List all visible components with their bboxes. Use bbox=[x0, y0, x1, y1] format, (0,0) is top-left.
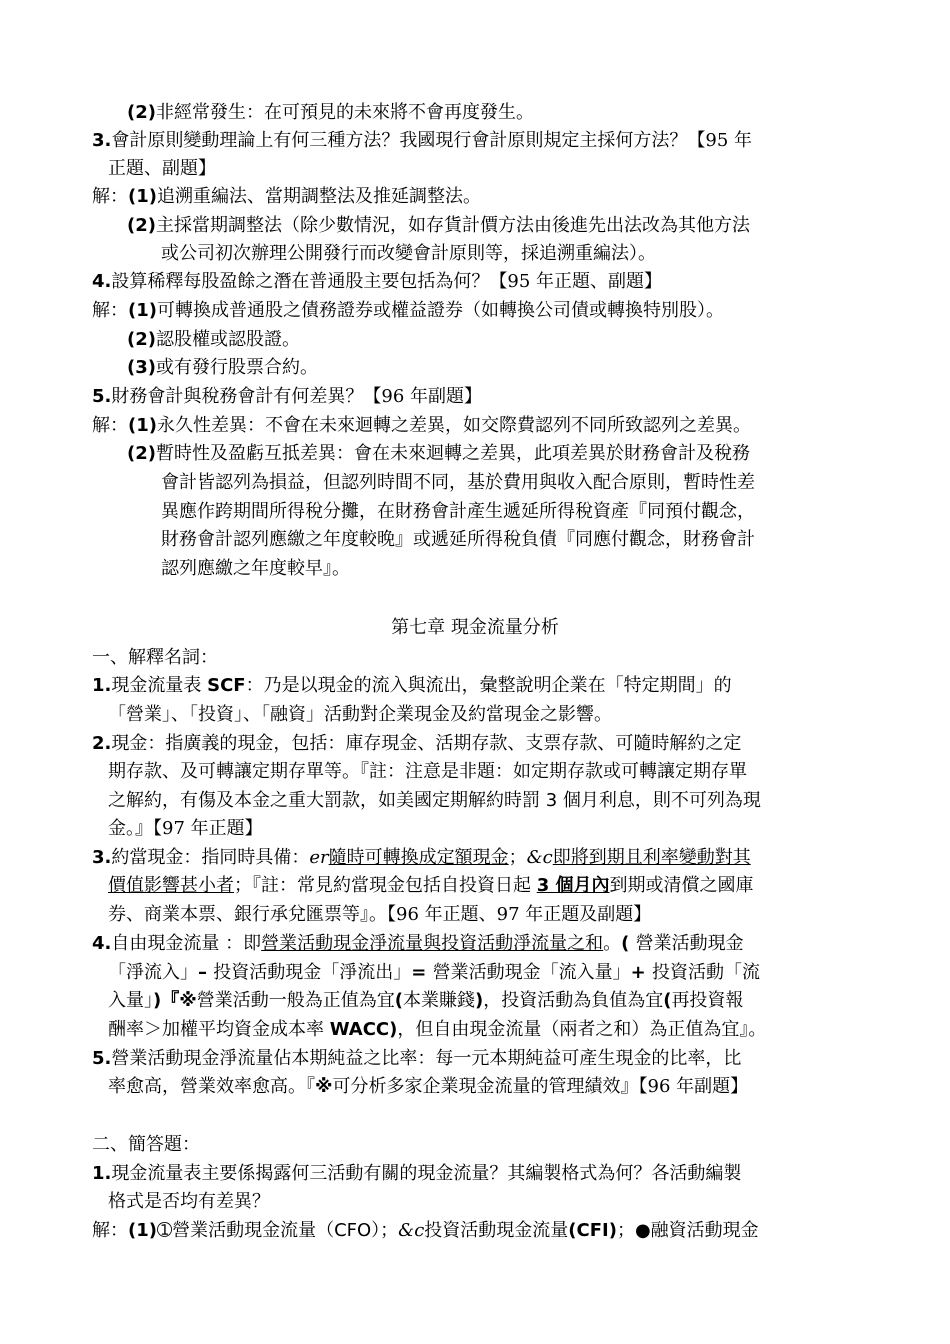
definition-2-cont: 期存款、及可轉讓定期存單等。『註：注意是非題：如定期存款或可轉讓定期存單 bbox=[108, 761, 747, 782]
chapter-title: 第七章 現金流量分析 bbox=[391, 617, 559, 638]
answer-4-2: (2)認股權或認股證。 bbox=[127, 329, 300, 350]
enumeration-mark-icon: &c bbox=[398, 1220, 425, 1241]
question-3-cont: 正題、副題】 bbox=[108, 158, 216, 179]
answer-5-2-cont: 財務會計認列應繳之年度較晚』或遞延所得稅負債『同應付觀念，財務會計 bbox=[161, 529, 755, 550]
definition-5: 5.營業活動現金淨流量佔本期純益之比率：每一元本期純益可產生現金的比率，比 bbox=[92, 1048, 742, 1069]
short-question-1-cont: 格式是否均有差異？ bbox=[108, 1191, 270, 1212]
definition-3: 3.約當現金：指同時具備：er隨時可轉換成定額現金；&c即將到期且利率變動對其 bbox=[92, 847, 751, 868]
definition-4-cont: 「淨流入」– 投資活動現金「淨流出」= 營業活動現金「流入量」+ 投資活動「流 bbox=[108, 962, 760, 983]
answer-5-2-cont: 認列應繳之年度較早』。 bbox=[161, 558, 350, 579]
definition-1: 1.現金流量表 SCF：乃是以現金的流入與流出，彙整說明企業在「特定期間」的 bbox=[92, 675, 732, 696]
answer-5-2: (2)暫時性及盈虧互抵差異：會在未來迴轉之差異，此項差異於財務會計及稅務 bbox=[127, 443, 750, 464]
short-answer-1: 解：(1)➀營業活動現金流量（CFO）；&c投資活動現金流量(CFI)；●融資活動現金 bbox=[92, 1220, 759, 1241]
answer-5-2-cont: 會計皆認列為損益，但認列時間不同，基於費用與收入配合原則，暫時性差 bbox=[161, 472, 755, 493]
definition-3-cont: 價值影響甚小者；『註：常見約當現金包括自投資日起 3 個月內到期或清償之國庫 bbox=[108, 875, 754, 896]
circled-one-icon: ➀ bbox=[156, 1220, 173, 1241]
answer-5-1: 解：(1)永久性差異：不會在未來迴轉之差異，如交際費認列不同所致認列之差異。 bbox=[92, 415, 751, 436]
definition-2-cont: 金。』【97 年正題】 bbox=[108, 818, 263, 839]
answer-3-2-cont: 或公司初次辦理公開發行而改變會計原則等，採追溯重編法）。 bbox=[161, 243, 656, 264]
definition-5-cont: 率愈高，營業效率愈高。『※可分析多家企業現金流量的管理績效』【96 年副題】 bbox=[108, 1076, 749, 1097]
bullet-icon: ● bbox=[634, 1220, 651, 1241]
question-4: 4.設算稀釋每股盈餘之潛在普通股主要包括為何？【95 年正題、副題】 bbox=[92, 271, 663, 292]
question-3: 3.會計原則變動理論上有何三種方法？我國現行會計原則規定主採何方法？【95 年 bbox=[92, 130, 753, 151]
section-heading: 二、簡答題： bbox=[92, 1134, 200, 1155]
definition-1-cont: 「營業」、「投資」、「融資」活動對企業現金及約當現金之影響。 bbox=[108, 704, 612, 725]
enumeration-mark-icon: er bbox=[309, 847, 329, 868]
enumeration-mark-icon: &c bbox=[526, 847, 553, 868]
definition-3-cont: 券、商業本票、銀行承兌匯票等』。【96 年正題、97 年正題及副題】 bbox=[108, 904, 652, 925]
answer-5-2-cont: 異應作跨期間所得稅分攤，在財務會計產生遞延所得稅資產『同預付觀念， bbox=[161, 501, 755, 522]
answer-3-1: 解：(1)追溯重編法、當期調整法及推延調整法。 bbox=[92, 186, 481, 207]
answer-3-2: (2)主採當期調整法（除少數情況，如存貨計價方法由後進先出法改為其他方法 bbox=[127, 215, 750, 236]
section-heading: 一、解釋名詞： bbox=[92, 647, 218, 668]
question-5: 5.財務會計與稅務會計有何差異？【96 年副題】 bbox=[92, 386, 483, 407]
definition-4: 4.自由現金流量 ：即營業活動現金淨流量與投資活動淨流量之和。( 營業活動現金 bbox=[92, 933, 744, 954]
definition-4-cont: 入量」)『※營業活動一般為正值為宜(本業賺錢)，投資活動為負值為宜(再投資報 bbox=[108, 990, 744, 1011]
short-question-1: 1.現金流量表主要係揭露何三活動有關的現金流量？其編製格式為何？各活動編製 bbox=[92, 1163, 742, 1184]
definition-4-cont: 酬率＞加權平均資金成本率 WACC)，但自由現金流量（兩者之和）為正值為宜』。 bbox=[108, 1019, 767, 1040]
answer-4-3: (3)或有發行股票合約。 bbox=[127, 357, 318, 378]
answer-4-1: 解：(1)可轉換成普通股之債務證券或權益證券（如轉換公司債或轉換特別股）。 bbox=[92, 300, 724, 321]
definition-2: 2.現金：指廣義的現金，包括：庫存現金、活期存款、支票存款、可隨時解約之定 bbox=[92, 733, 742, 754]
answer-line: (2)非經常發生：在可預見的未來將不會再度發生。 bbox=[127, 102, 534, 123]
definition-2-cont: 之解約，有傷及本金之重大罰款，如美國定期解約時罰 3 個月利息，則不可列為現 bbox=[108, 790, 761, 811]
